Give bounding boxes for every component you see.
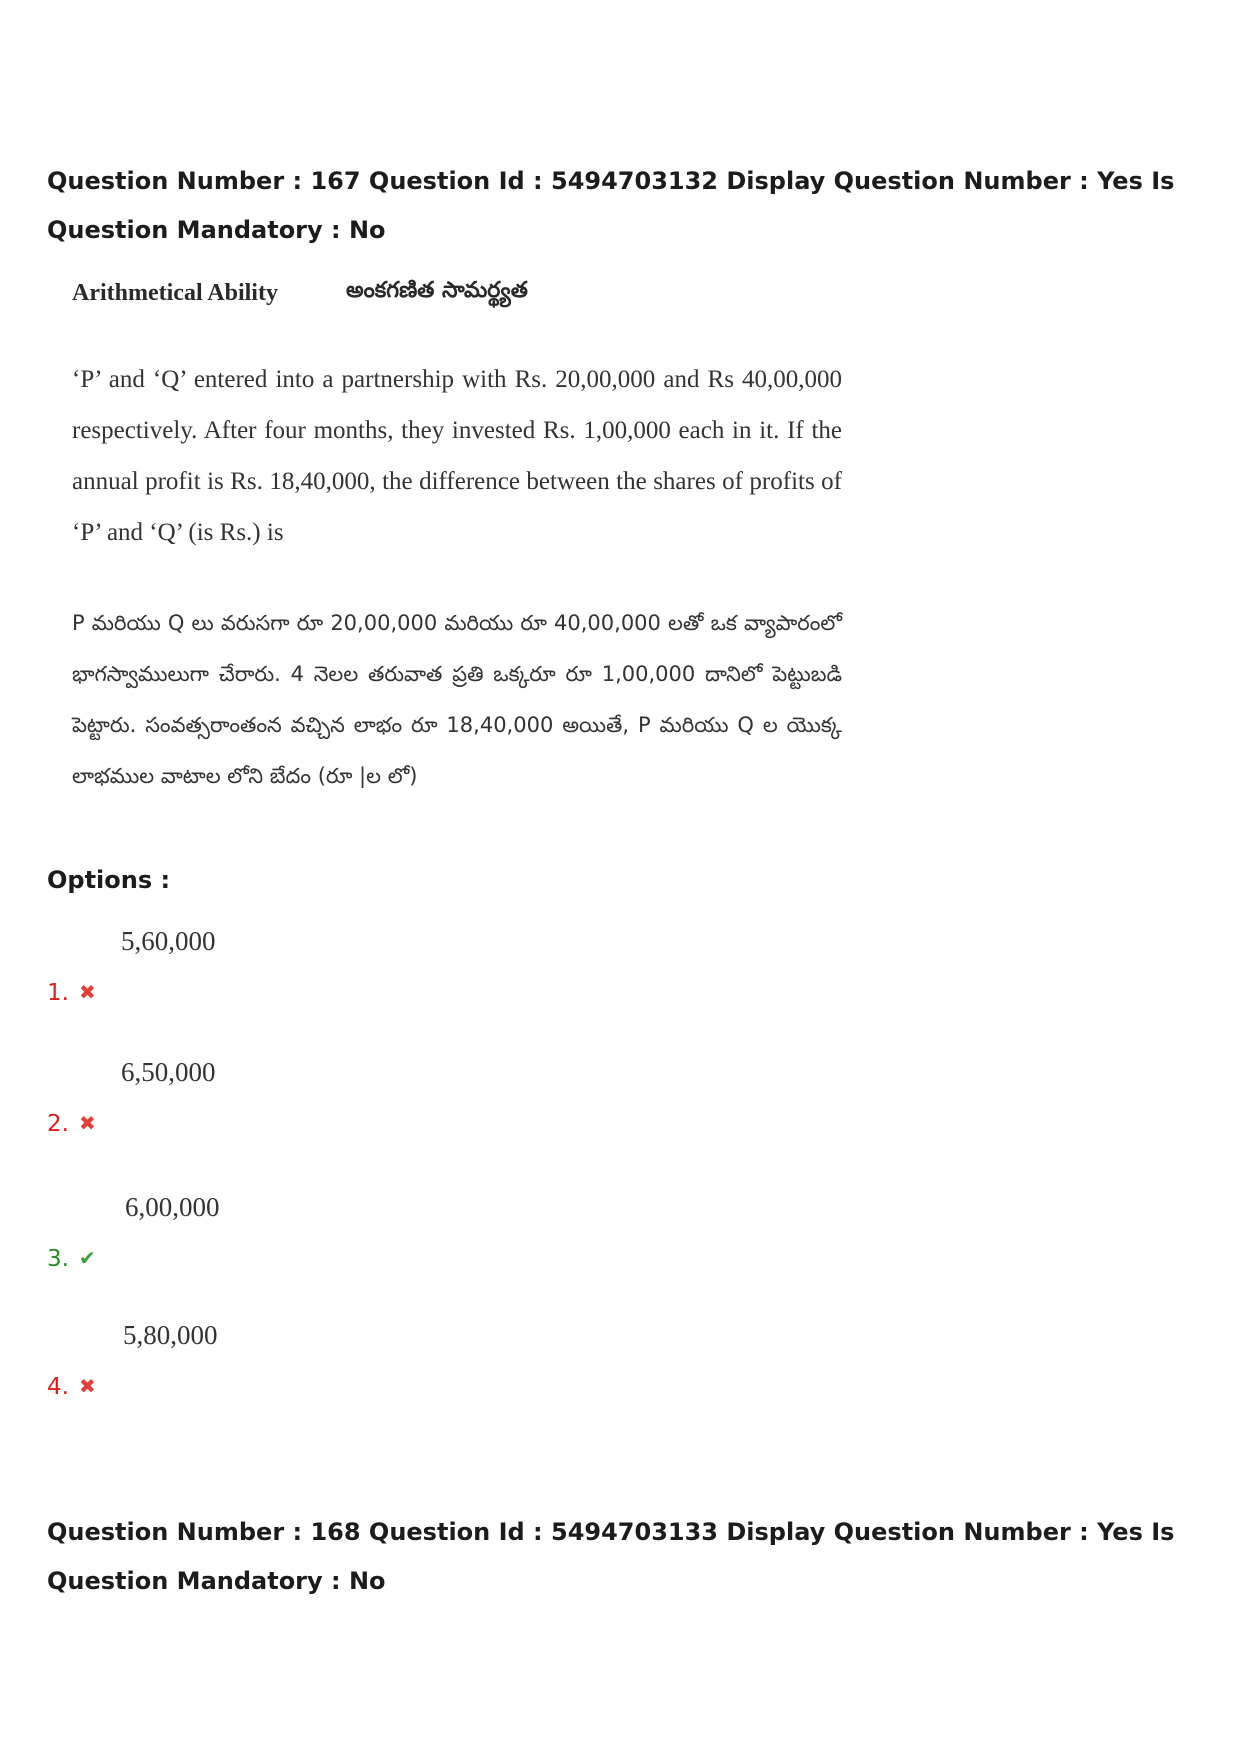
option-2	[47, 1057, 447, 1137]
cross-icon: ✖	[79, 1111, 96, 1135]
option-value: 5,80,000	[123, 1320, 218, 1350]
question-text-telugu: P మరియు Q లు వరుసగా రూ 20,00,000 మరియు రూ 40,00,000 లతో ఒక వ్యాపారంలో భాగస్వాములుగా చేరారు. 4 నెలల తరువాత ప్రతి ఒక్కరూ రూ 1,00,000 దానిలో పెట్టుబడి పెట్టారు. సంవత్సరాంతంన వచ్చిన లాభం రూ 18,40,000 అయితే, P మరియు Q ల యొక్క లాభముల వాటాల లోని బేదం (రూ |ల లో)	[72, 611, 842, 788]
option-number: 3.	[47, 1246, 69, 1272]
option-value: 6,00,000	[125, 1192, 220, 1222]
option-number: 1.	[47, 980, 69, 1006]
question-167-header: Question Number : 167 Question Id : 5494703132 Display Question Number : Yes Is Question Mandatory : No	[47, 167, 1175, 244]
cross-icon: ✖	[79, 980, 96, 1004]
option-value: 5,60,000	[121, 926, 216, 956]
option-number: 4.	[47, 1374, 69, 1400]
option-4	[47, 1320, 447, 1400]
cross-icon: ✖	[79, 1374, 96, 1398]
option-number: 2.	[47, 1111, 69, 1137]
check-icon: ✔	[79, 1246, 96, 1270]
question-text-english: ‘P’ and ‘Q’ entered into a partnership with Rs. 20,00,000 and Rs 40,00,000 respectively. After four months, they invested Rs. 1,00,000 each in it. If the annual profit is Rs. 18,40,000, the difference between the shares of profits of ‘P’ and ‘Q’ (is Rs.) is	[72, 366, 842, 546]
subject-label-english: Arithmetical Ability	[72, 280, 278, 306]
question-168-header: Question Number : 168 Question Id : 5494703133 Display Question Number : Yes Is Question Mandatory : No	[47, 1518, 1175, 1595]
options-label: Options :	[47, 866, 171, 894]
option-3	[47, 1192, 447, 1272]
option-value: 6,50,000	[121, 1057, 216, 1087]
question-167-image	[66, 270, 846, 810]
option-1	[47, 926, 447, 1006]
subject-label-telugu: అంకగణిత సామర్థ్యత	[346, 278, 528, 303]
